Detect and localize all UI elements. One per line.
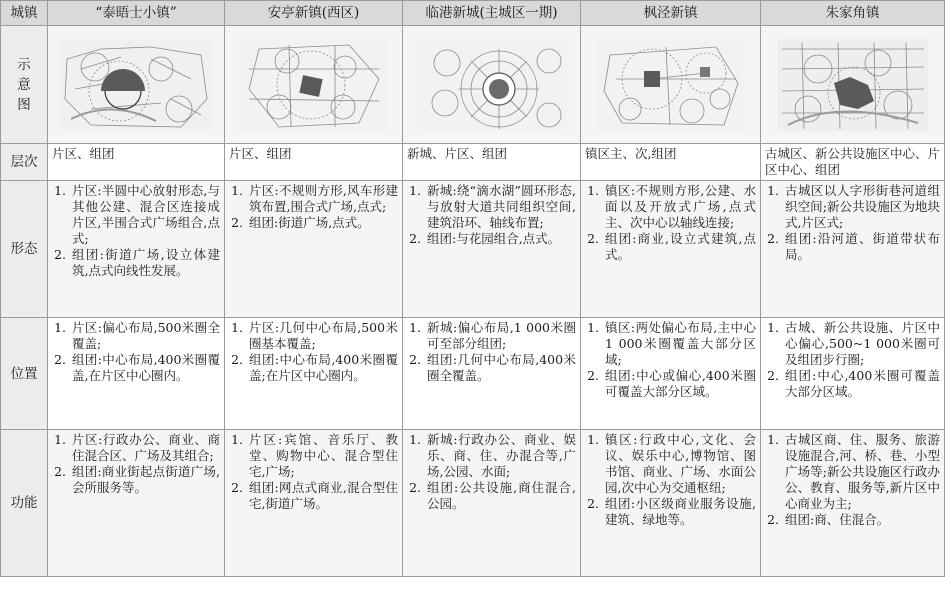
form-cell-zhujiajiao (761, 181, 945, 318)
list-item: 2. 组团:公共设施,商住混合,公园。 (425, 480, 576, 512)
list-item: 1. 片区:偏心布局,500米圈全覆盖; (70, 320, 220, 352)
list-item: 2. 组团:小区级商业服务设施,建筑、绿地等。 (603, 496, 756, 528)
list-item: 2. 组团:几何中心布局,400米圈全覆盖。 (425, 352, 576, 384)
list-item: 2. 组团:商业街起点街道广场,会所服务等。 (70, 464, 220, 496)
anting-map-image (239, 39, 389, 131)
town-header-zhujiajiao: 朱家角镇 (761, 1, 945, 26)
header-row (1, 1, 945, 26)
schematic-map-anting (225, 26, 403, 144)
list-item: 1. 镇区:两处偏心布局,主中心1 000米圈覆盖大部分区域; (603, 320, 756, 368)
position-cell-anting (225, 318, 403, 430)
list-item: 2. 组团:与花园组合,点式。 (425, 231, 576, 247)
row-label-level: 层次 (1, 144, 48, 181)
function-cell-thames (48, 430, 225, 577)
level-row (1, 144, 945, 181)
level-cell-zhujiajiao: 古城区、新公共设施区中心、片区中心、组团 (761, 144, 945, 181)
schematic-map-fengjing (581, 26, 761, 144)
position-cell-thames (48, 318, 225, 430)
level-cell-fengjing: 镇区主、次,组团 (581, 144, 761, 181)
list-item: 1. 新城:绕“滴水湖”圆环形态,与放射大道共同组织空间,建筑沿环、轴线布置; (425, 183, 576, 231)
list-item: 1. 新城:偏心布局,1 000米圈可至部分组团; (425, 320, 576, 352)
schematic-map-zhujiajiao (761, 26, 945, 144)
position-cell-zhujiajiao (761, 318, 945, 430)
corner-header: 城镇 (1, 1, 48, 26)
schematic-map-lingang (403, 26, 581, 144)
form-cell-fengjing (581, 181, 761, 318)
level-cell-thames: 片区、组团 (48, 144, 225, 181)
form-cell-lingang (403, 181, 581, 318)
row-label-position: 位置 (1, 318, 48, 430)
list-item: 2. 组团:中心布局,400米圈覆盖;在片区中心圈内。 (247, 352, 398, 384)
function-cell-anting (225, 430, 403, 577)
list-item: 2. 组团:中心布局,400米圈覆盖,在片区中心圈内。 (70, 352, 220, 384)
zhujiajiao-map-image (778, 39, 928, 131)
row-label-schematic: 示 意 图 (1, 26, 48, 144)
form-row (1, 181, 945, 318)
function-row (1, 430, 945, 577)
list-item: 2. 组团:商业,设立式建筑,点式。 (603, 231, 756, 263)
list-item: 1. 镇区:不规则方形,公建、水面以及开放式广场,点式主、次中心以轴线连接; (603, 183, 756, 231)
list-item: 2. 组团:中心或偏心,400米圈可覆盖大部分区域。 (603, 368, 756, 400)
list-item: 1. 新城:行政办公、商业、娱乐、商、住、办混合等,广场,公园、水面; (425, 432, 576, 480)
list-item: 2. 组团:街道广场,点式。 (247, 215, 398, 231)
list-item: 1. 片区:几何中心布局,500米圈基本覆盖; (247, 320, 398, 352)
schematic-row (1, 26, 945, 144)
list-item: 1. 片区:宾馆、音乐厅、教堂、购物中心、混合型住宅,广场; (247, 432, 398, 480)
row-label-function: 功能 (1, 430, 48, 577)
list-item: 1. 镇区:行政中心,文化、会议、娱乐中心,博物馆、图书馆、商业、广场、水面公园,次中心为交通枢纽; (603, 432, 756, 496)
list-item: 2. 组团:商、住混合。 (783, 512, 940, 528)
list-item: 2. 组团:网点式商业,混合型住宅,街道广场。 (247, 480, 398, 512)
town-header-anting: 安亭新镇(西区) (225, 1, 403, 26)
lingang-map-image (417, 39, 567, 131)
fengjing-map-image (596, 39, 746, 131)
list-item: 1. 片区:不规则方形,风车形建筑布置,围合式广场,点式; (247, 183, 398, 215)
town-header-fengjing: 枫泾新镇 (581, 1, 761, 26)
row-label-form: 形态 (1, 181, 48, 318)
list-item: 1. 片区:行政办公、商业、商住混合区、广场及其组合; (70, 432, 220, 464)
function-cell-lingang (403, 430, 581, 577)
list-item: 1. 片区:半圆中心放射形态,与其他公建、混合区连接成片区,半围合式广场组合,点式; (70, 183, 220, 247)
position-cell-fengjing (581, 318, 761, 430)
town-header-thames: “泰晤士小镇” (48, 1, 225, 26)
position-cell-lingang (403, 318, 581, 430)
thames-map-image (61, 39, 211, 131)
function-cell-fengjing (581, 430, 761, 577)
position-row (1, 318, 945, 430)
function-cell-zhujiajiao (761, 430, 945, 577)
town-header-lingang: 临港新城(主城区一期) (403, 1, 581, 26)
level-cell-lingang: 新城、片区、组团 (403, 144, 581, 181)
level-cell-anting: 片区、组团 (225, 144, 403, 181)
form-cell-anting (225, 181, 403, 318)
list-item: 1. 古城区以人字形街巷河道组织空间;新公共设施区为地块式,片区式; (783, 183, 940, 231)
list-item: 2. 组团:街道广场,设立体建筑,点式向线性发展。 (70, 247, 220, 279)
list-item: 2. 组团:沿河道、街道带状布局。 (783, 231, 940, 263)
list-item: 2. 组团:中心,400米圈可覆盖大部分区域。 (783, 368, 940, 400)
schematic-map-thames (48, 26, 225, 144)
form-cell-thames (48, 181, 225, 318)
list-item: 1. 古城、新公共设施、片区中心偏心,500~1 000米圈可及组团步行圈; (783, 320, 940, 368)
list-item: 1. 古城区商、住、服务、旅游设施混合,河、桥、巷、小型广场等;新公共设施区行政办公、教育、服务等,新片区中心商业为主; (783, 432, 940, 512)
